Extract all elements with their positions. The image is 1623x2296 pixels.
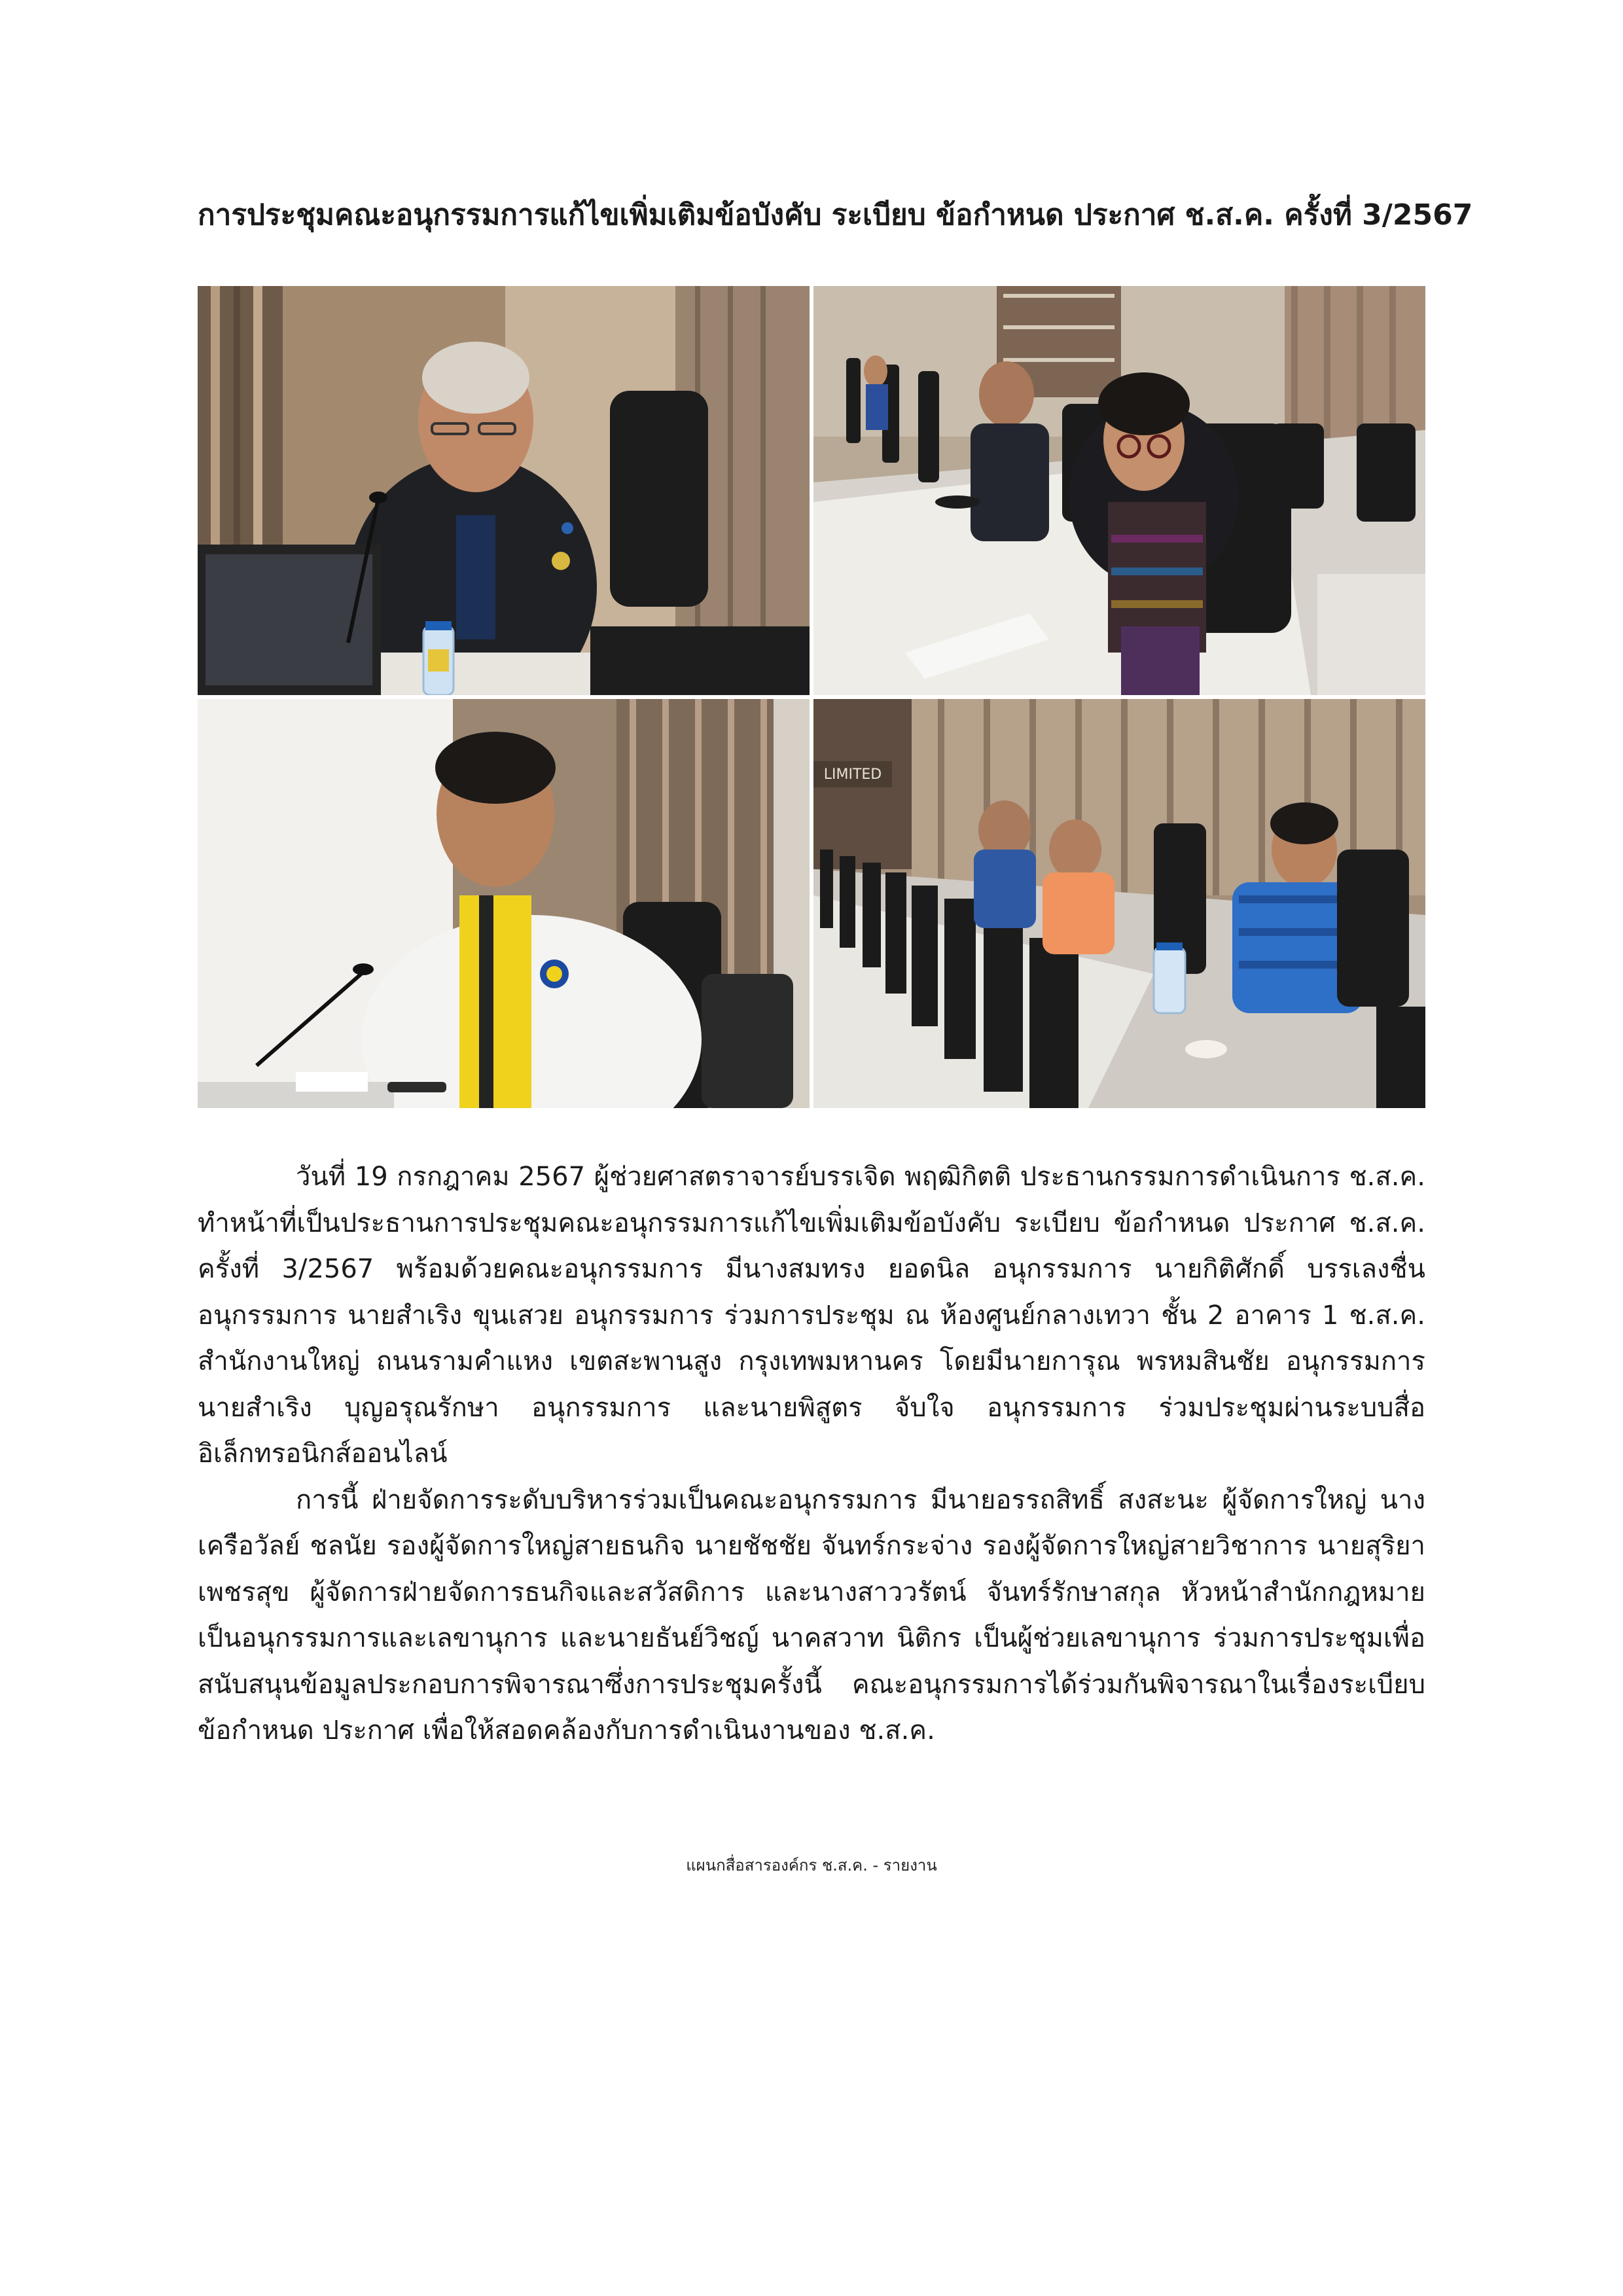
report-credit: แผนกสื่อสารองค์กร ช.ส.ค. - รายงาน — [686, 1856, 937, 1874]
document-title: การประชุมคณะอนุกรรมการแก้ไขเพิ่มเติมข้อบังคับ ระเบียบ ข้อกำหนด ประกาศ ช.ส.ค. ครั้งที่ 3/2567 — [198, 198, 1473, 232]
photo-collage — [198, 286, 1425, 1108]
meeting-photo-chairman — [198, 286, 810, 695]
meeting-photo-committee-row — [813, 699, 1425, 1108]
article-paragraph: วันที่ 19 กรกฎาคม 2567 ผู้ช่วยศาสตราจารย์บรรเจิด พฤฒิกิตติ ประธานกรรมการดำเนินการ ช.ส.ค. ทำหน้าที่เป็นประธานการประชุมคณะอนุกรรมการแก้ไขเพิ่มเติมข้อบังคับ ระเบียบ ข้อกำหนด ประกาศ ช.ส.ค. ครั้งที่ 3/2567 พร้อมด้วยคณะอนุกรรมการ มีนางสมทรง ยอดนิล อนุกรรมการ นายกิติศักดิ์ บรรเลงชื่น อนุกรรมการ นายสำเริง ขุนเสวย อนุกรรมการ ร่วมการประชุม ณ ห้องศูนย์กลางเทวา ชั้น 2 อาคาร 1 ช.ส.ค. สำนักงานใหญ่ ถนนรามคำแหง เขตสะพานสูง กรุงเทพมหานคร โดยมีนายการุณ พรหมสินชัย อนุกรรมการ นายสำเริง บุญอรุณรักษา อนุกรรมการ และนายพิสูตร จับใจ อนุกรรมการ ร่วมประชุมผ่านระบบสื่ออิเล็กทรอนิกส์ออนไลน์ — [198, 1162, 1425, 1469]
meeting-photo-committee-man-white-jacket — [198, 699, 810, 1108]
article-paragraph: การนี้ ฝ่ายจัดการระดับบริหารร่วมเป็นคณะอนุกรรมการ มีนายอรรถสิทธิ์ สงสะนะ ผู้จัดการใหญ่ นางเครือวัลย์ ชลนัย รองผู้จัดการใหญ่สายธนกิจ นายชัชชัย จันทร์กระจ่าง รองผู้จัดการใหญ่สายวิชาการ นายสุริยา เพชรสุข ผู้จัดการฝ่ายจัดการธนกิจและสวัสดิการ และนางสาววรัตน์ จันทร์รักษาสกุล หัวหน้าสำนักกฎหมาย เป็นอนุกรรมการและเลขานุการ และนายธันย์วิชญ์ นาคสวาท นิติกร เป็นผู้ช่วยเลขานุการ ร่วมการประชุมเพื่อสนับสนุนข้อมูลประกอบการพิจารณาซึ่งการประชุมครั้งนี้ คณะอนุกรรมการได้ร่วมกันพิจารณาในเรื่องระเบียบ ข้อกำหนด ประกาศ เพื่อให้สอดคล้องกับการดำเนินงานของ ช.ส.ค. — [198, 1484, 1425, 1746]
article-body — [198, 1154, 1425, 1754]
wall-sign-text: LIMITED — [823, 766, 882, 783]
meeting-photo-committee-woman — [813, 286, 1425, 695]
